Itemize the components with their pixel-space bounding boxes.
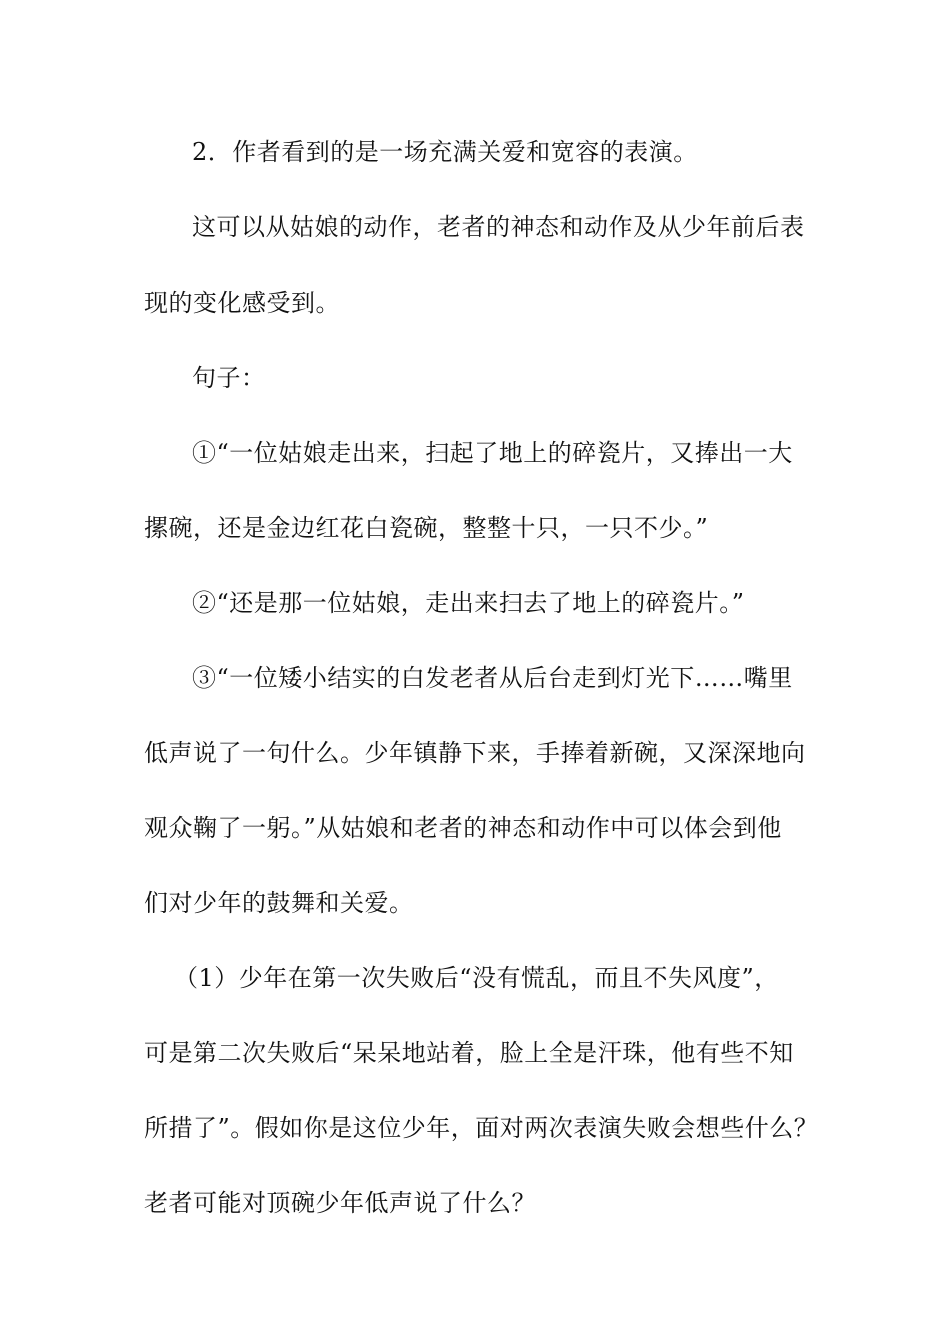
question-1-line: 老者可能对顶碗少年低声说了什么？ <box>144 1189 536 1217</box>
answer-2-heading: 2．作者看到的是一场充满关爱和宽容的表演。 <box>192 138 698 166</box>
quote-3-line: 低声说了一句什么。少年镇静下来，手捧着新碗，又深深地向 <box>144 739 806 767</box>
quote-3-line: ③“一位矮小结实的白发老者从后台走到灯光下……嘴里 <box>192 664 793 692</box>
quote-3-line: 观众鞠了一躬。”从姑娘和老者的神态和动作中可以体会到他 <box>144 814 782 842</box>
quote-1-line: ①“一位姑娘走出来，扫起了地上的碎瓷片，又捧出一大 <box>192 439 793 467</box>
quote-3-line: 们对少年的鼓舞和关爱。 <box>144 889 414 917</box>
sentences-label: 句子： <box>192 364 266 392</box>
paragraph-line: 现的变化感受到。 <box>144 289 340 317</box>
question-1-line: （1）少年在第一次失败后“没有慌乱，而且不失风度”， <box>174 964 779 992</box>
question-1-line: 可是第二次失败后“呆呆地站着，脸上全是汗珠，他有些不知 <box>144 1039 794 1067</box>
quote-1-line: 摞碗，还是金边红花白瓷碗，整整十只，一只不少。” <box>144 514 709 542</box>
quote-2-line: ②“还是那一位姑娘，走出来扫去了地上的碎瓷片。” <box>192 589 745 617</box>
question-1-line: 所措了”。假如你是这位少年，面对两次表演失败会想些什么？ <box>144 1114 819 1142</box>
paragraph-line: 这可以从姑娘的动作，老者的神态和动作及从少年前后表 <box>192 213 805 241</box>
